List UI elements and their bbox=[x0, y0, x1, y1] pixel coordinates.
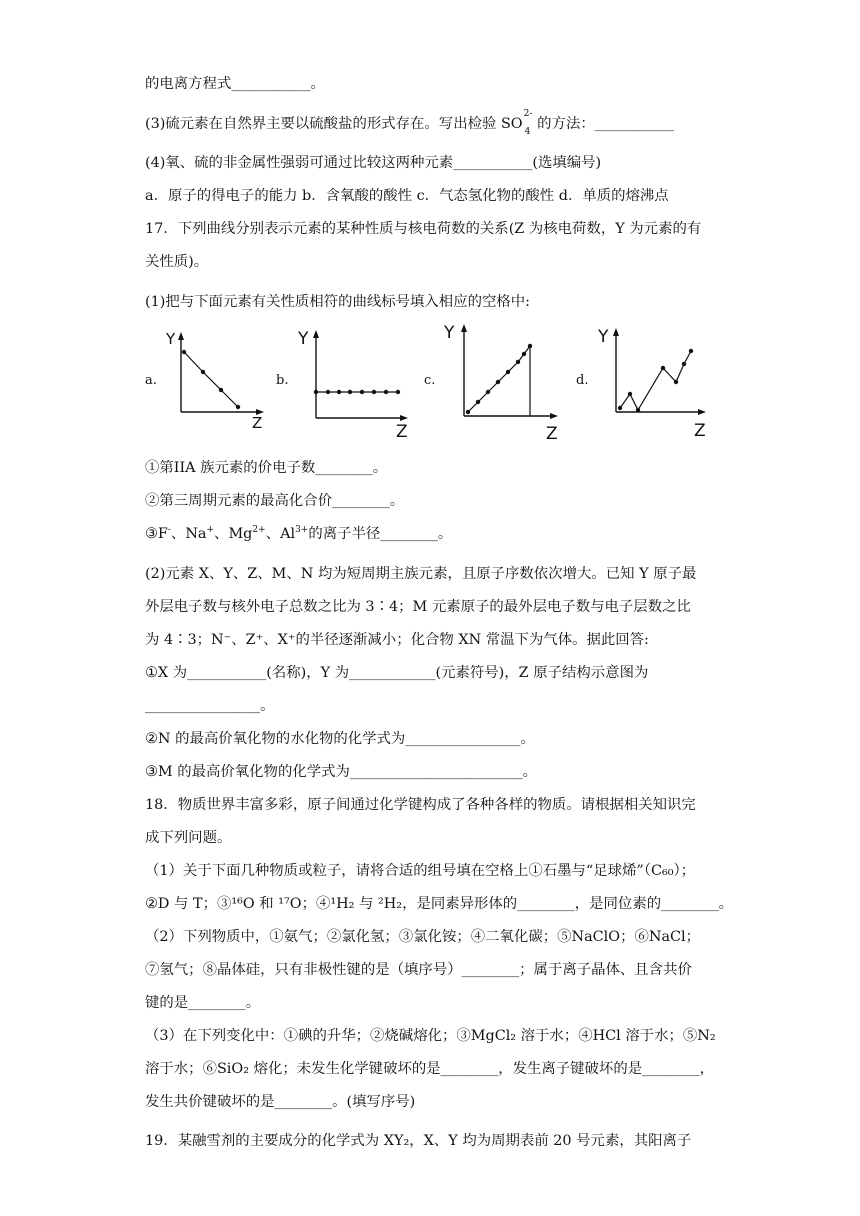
graph-a-point bbox=[236, 405, 240, 409]
graph-a bbox=[162, 328, 272, 432]
ion-na-charge: + bbox=[206, 525, 215, 536]
question-18-line-6: ⑦氢气；⑧晶体硅，只有非极性键的是（填序号）________；属于离子晶体、且含共价 bbox=[145, 962, 692, 978]
line-4: a．原子的得电子的能力 b．含氧酸的酸性 c．气态氢化物的酸性 d．单质的熔沸点 bbox=[145, 188, 669, 204]
q17-part-2-line-6: ②N 的最高价氧化物的水化物的化学式为________________。 bbox=[145, 731, 535, 747]
line-2-text-a: (3)硫元素在自然界主要以硫酸盐的形式存在。写出检验 SO bbox=[145, 116, 523, 132]
question-17-line-2: 关性质)。 bbox=[145, 254, 209, 270]
q17-item-1: ①第IIA 族元素的价电子数________。 bbox=[145, 460, 388, 476]
graph-d-label: d. bbox=[576, 373, 589, 388]
ion-mg-charge: 2+ bbox=[252, 525, 266, 536]
graph-b-point bbox=[326, 390, 330, 394]
graph-d-point bbox=[628, 392, 632, 396]
graph-b-y-label: Y bbox=[298, 329, 309, 349]
question-17-line-1: 17．下列曲线分别表示元素的某种性质与核电荷数的关系(Z 为核电荷数，Y 为元素的有 bbox=[145, 221, 702, 237]
graph-b-point bbox=[384, 390, 388, 394]
graph-d-point bbox=[636, 408, 640, 412]
graph-d-x-label: Z bbox=[694, 421, 706, 440]
graph-c-y-label: Y bbox=[444, 323, 455, 343]
graph-c-point bbox=[516, 360, 520, 364]
line-3: (4)氧、硫的非金属性强弱可通过比较这两种元素___________(选填编号) bbox=[145, 155, 602, 171]
graph-b bbox=[296, 324, 418, 440]
q17-part-2-line-5: ________________。 bbox=[145, 698, 275, 714]
graph-a-point bbox=[201, 370, 205, 374]
ion-na: 、Na bbox=[170, 526, 207, 542]
q17-part-2-line-4: ①X 为___________(名称)，Y 为____________(元素符号)，Z 原子结构示意图为 bbox=[145, 665, 649, 681]
graph-c-point bbox=[506, 370, 510, 374]
ion-mg: 、Mg bbox=[214, 526, 253, 542]
graph-b-point bbox=[396, 390, 400, 394]
ion-f-charge: - bbox=[167, 525, 171, 536]
q17-part-2-line-1: (2)元素 X、Y、Z、M、N 均为短周期主族元素，且原子序数依次增大。已知 Y 原子最 bbox=[145, 566, 697, 582]
graph-c-point bbox=[466, 410, 470, 414]
graph-d-point bbox=[618, 406, 622, 410]
ion-radius-blank: 的离子半径________。 bbox=[308, 526, 453, 542]
question-18-line-2: 成下列问题。 bbox=[145, 830, 232, 846]
graph-b-point bbox=[314, 390, 318, 394]
q17-part-2-line-7: ③M 的最高价氧化物的化学式为________________________。 bbox=[145, 764, 537, 780]
graph-c-point bbox=[476, 400, 480, 404]
graph-b-point bbox=[372, 390, 376, 394]
graph-c-label: c. bbox=[424, 373, 436, 388]
question-19-line-1: 19．某融雪剂的主要成分的化学式为 XY₂，X、Y 均为周期表前 20 号元素，其阳离子 bbox=[145, 1133, 692, 1149]
q17-item-2: ②第三周期元素的最高化合价________。 bbox=[145, 493, 405, 509]
question-18-line-3: （1）关于下面几种物质或粒子，请将合适的组号填在空格上①石墨与“足球烯”（C₆₀）； bbox=[145, 863, 696, 879]
question-18-line-5: （2）下列物质中，①氨气；②氯化氢；③氯化铵；④二氧化碳；⑤NaClO；⑥NaCl； bbox=[145, 929, 701, 945]
graph-c-point bbox=[522, 352, 526, 356]
q17-part-2-line-2: 外层电子数与核外电子总数之比为 3∶4；M 元素原子的最外层电子数与电子层数之比 bbox=[145, 599, 691, 615]
graph-d-point bbox=[674, 380, 678, 384]
question-18-line-7: 键的是________。 bbox=[145, 995, 261, 1011]
question-18-line-4: ②D 与 T；③¹⁶O 和 ¹⁷O；④¹H₂ 与 ²H₂，是同素异形体的________，是同位素的________。 bbox=[145, 896, 734, 912]
line-1: 的电离方程式___________。 bbox=[145, 76, 325, 92]
graph-c-x-label: Z bbox=[546, 424, 558, 442]
graph-c-point bbox=[496, 380, 500, 384]
graph-d-point bbox=[682, 362, 686, 366]
line-2: (3)硫元素在自然界主要以硫酸盐的形式存在。写出检验 SO 2- 4 的方法：___________ bbox=[145, 109, 674, 137]
graph-d bbox=[596, 322, 714, 440]
graph-c-point bbox=[528, 344, 532, 348]
graph-d-y-label: Y bbox=[598, 327, 609, 347]
ion-al: 、Al bbox=[265, 526, 296, 542]
graph-a-x-label: Z bbox=[252, 414, 263, 432]
graph-a-point bbox=[182, 350, 186, 354]
question-17-part-1: (1)把与下面元素有关性质相符的曲线标号填入相应的空格中: bbox=[145, 294, 531, 310]
question-18-line-1: 18．物质世界丰富多彩，原子间通过化学键构成了各种各样的物质。请根据相关知识完 bbox=[145, 797, 696, 813]
q17-item-3 bbox=[145, 524, 452, 544]
graph-b-point bbox=[348, 390, 352, 394]
line-2-text-b: 的方法：___________ bbox=[532, 116, 674, 132]
ion-al-charge: 3+ bbox=[295, 525, 309, 536]
graph-b-point bbox=[360, 390, 364, 394]
question-18-line-10: 发生共价键破坏的是________。(填写序号) bbox=[145, 1094, 416, 1110]
question-18-line-8: （3）在下列变化中：①碘的升华；②烧碱熔化；③MgCl₂ 溶于水；④HCl 溶于水；⑤N₂ bbox=[145, 1028, 716, 1044]
graph-a-label: a. bbox=[145, 373, 157, 388]
graph-a-y-label: Y bbox=[166, 330, 176, 348]
graph-a-point bbox=[219, 388, 223, 392]
q17-part-2-line-3: 为 4∶3；N⁻、Z⁺、X⁺的半径逐渐减小；化合物 XN 常温下为气体。据此回答: bbox=[145, 632, 649, 648]
graph-b-point bbox=[337, 390, 341, 394]
graph-d-point bbox=[689, 349, 693, 353]
ion-f: ③F bbox=[145, 526, 168, 542]
graph-c bbox=[442, 318, 568, 442]
question-18-line-9: 溶于水；⑥SiO₂ 熔化；未发生化学键破坏的是________，发生离子键破坏的是________， bbox=[145, 1061, 715, 1077]
graph-c-point bbox=[486, 390, 490, 394]
graph-d-point bbox=[661, 366, 665, 370]
graph-b-label: b. bbox=[276, 373, 289, 388]
graph-b-x-label: Z bbox=[396, 422, 408, 440]
